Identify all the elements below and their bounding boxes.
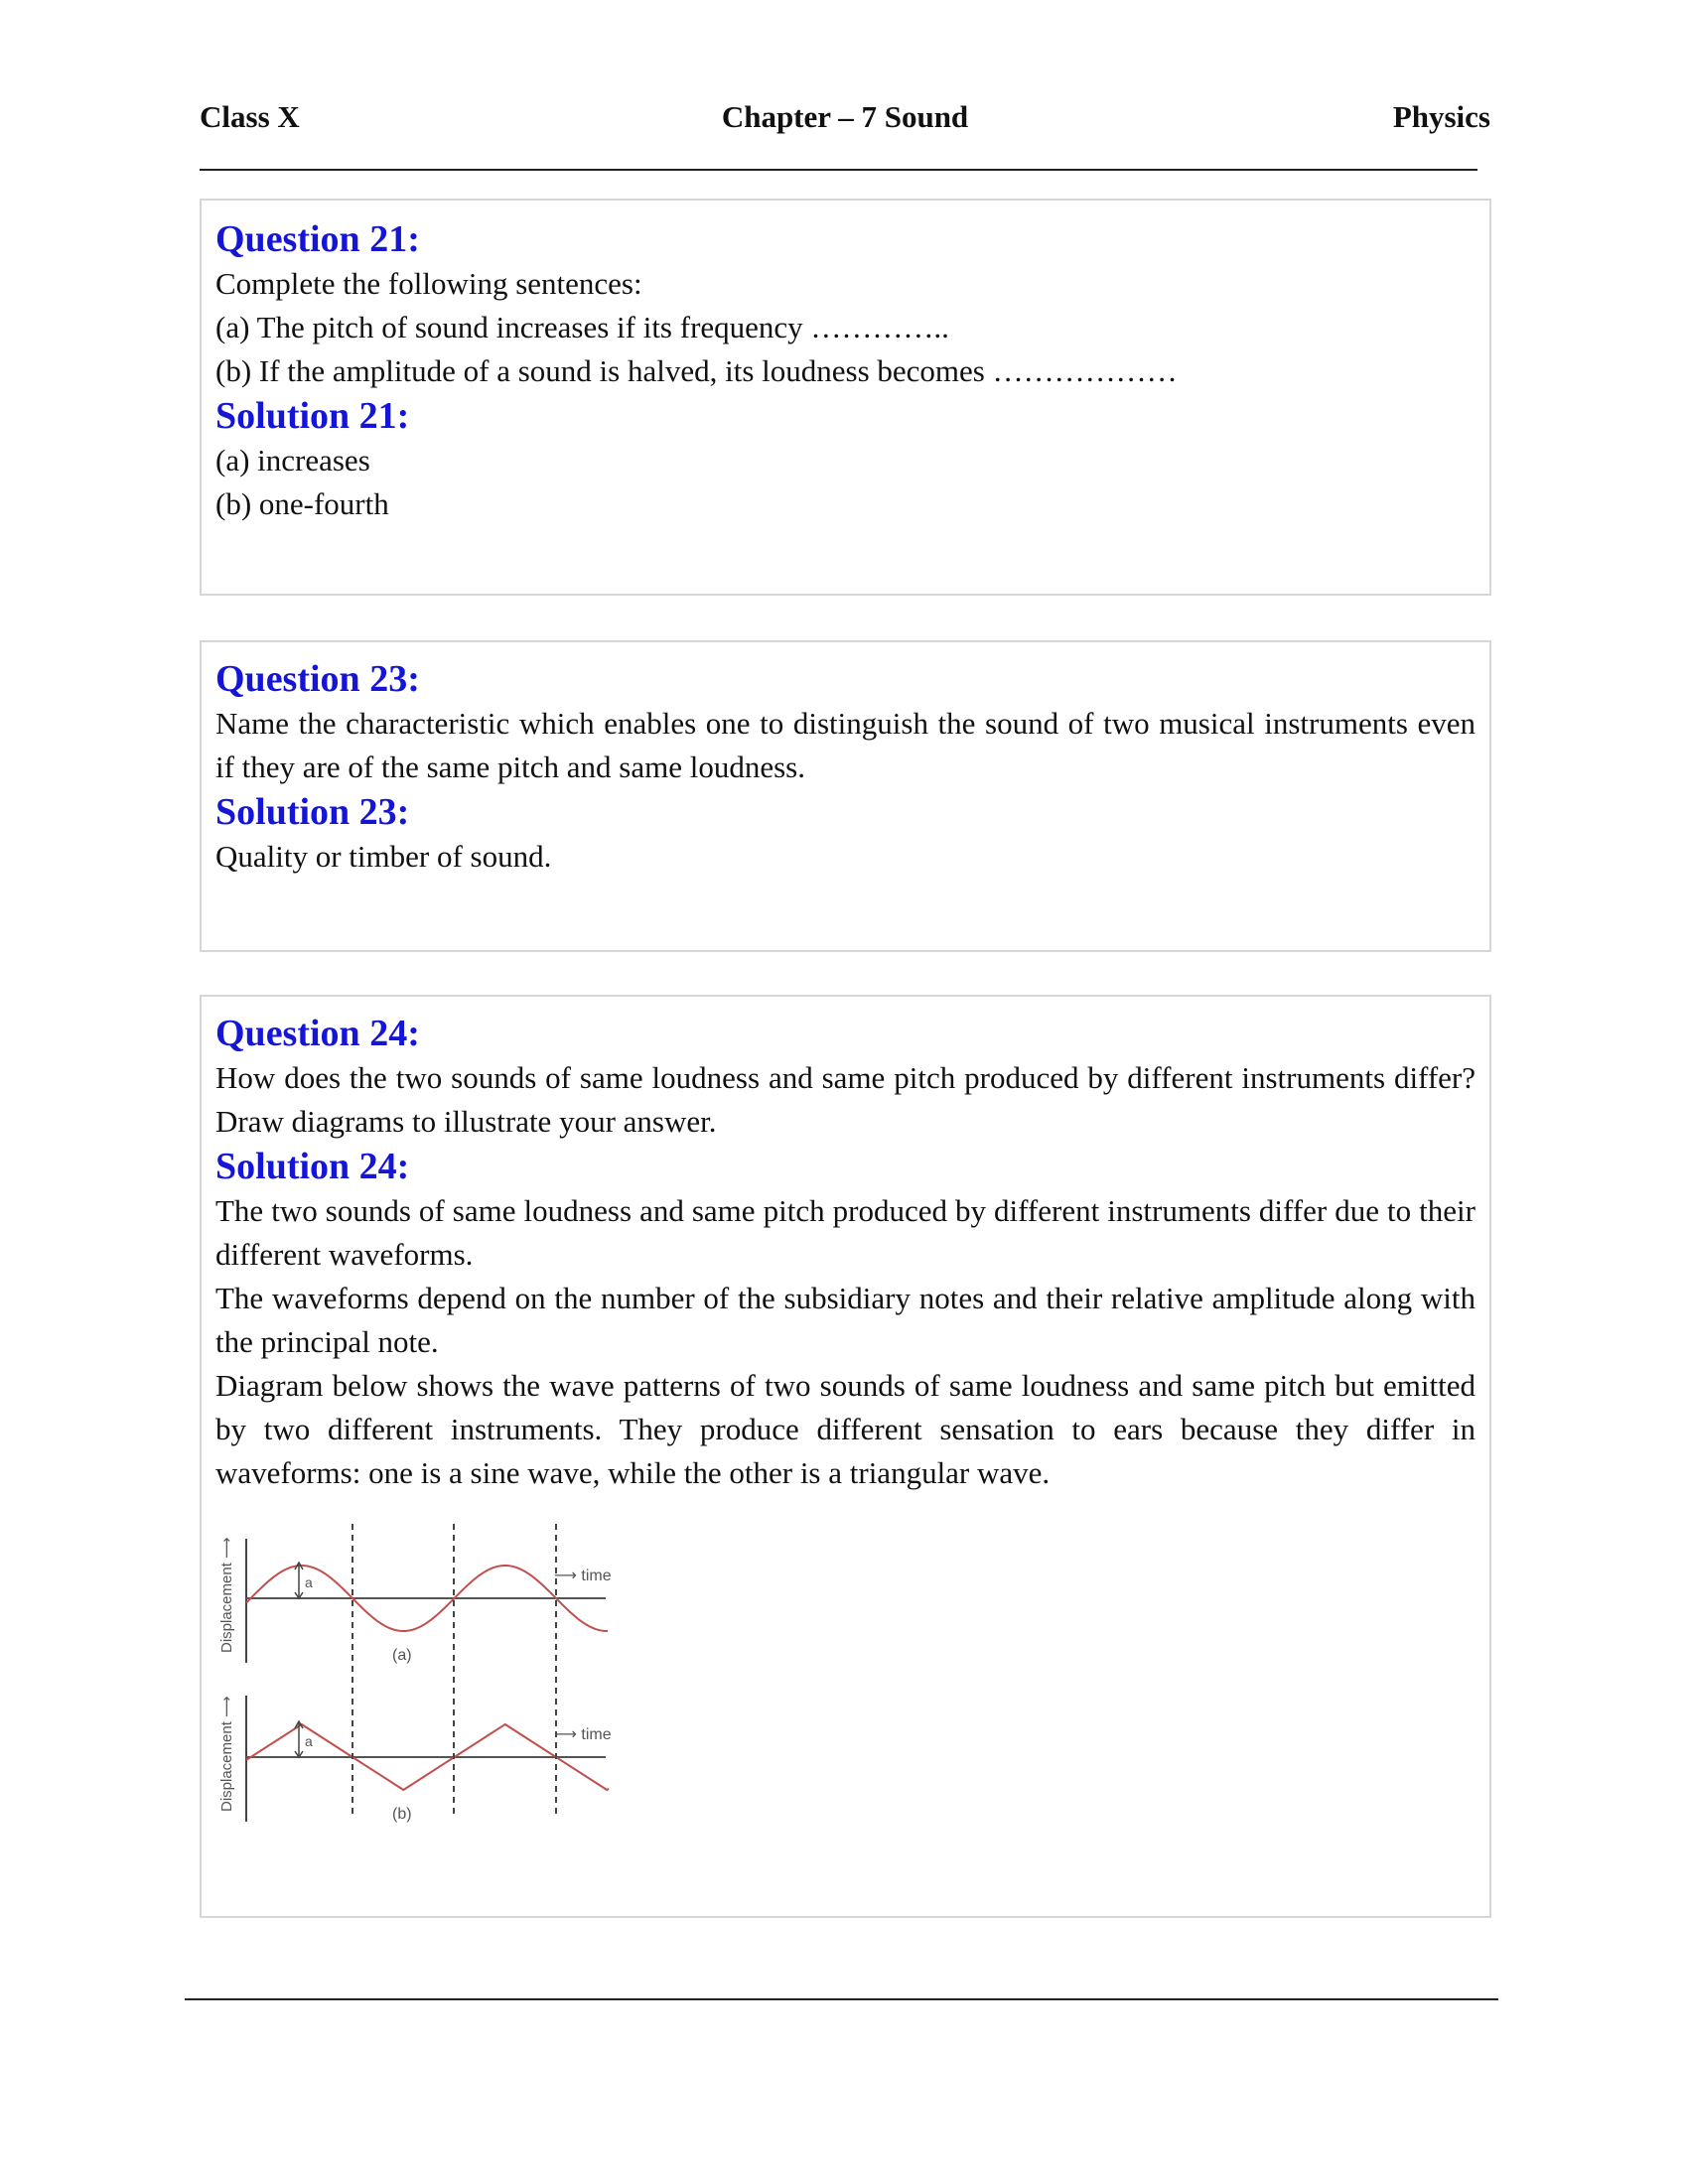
header-divider	[200, 169, 1477, 171]
question-21-card	[200, 199, 1491, 596]
solution-24-paragraph-2: The waveforms depend on the number of the subsidiary notes and their relative amplitude along with the principal note.	[215, 1281, 1476, 1359]
solution-23-text: Quality or timber of sound.	[215, 839, 552, 874]
chapter-title: Chapter – 7 Sound	[721, 99, 969, 134]
panel-b-displacement-label: Displacement ⟶	[218, 1696, 235, 1812]
question-23-title: Question 23:	[215, 658, 420, 700]
panel-a-time-label: ⟶ time	[554, 1568, 612, 1584]
question-24-title: Question 24:	[215, 1013, 420, 1054]
waveform-diagram	[213, 1519, 631, 1837]
panel-b-amplitude-label: a	[305, 1733, 313, 1749]
panel-a-caption: (a)	[392, 1647, 412, 1664]
solution-21-title: Solution 21:	[215, 395, 410, 437]
solution-24-title: Solution 24:	[215, 1146, 410, 1187]
question-21-line-3: (b) If the amplitude of a sound is halved, its loudness becomes ………………	[215, 353, 1178, 388]
solution-23-title: Solution 23:	[215, 791, 410, 833]
page-header	[200, 99, 1490, 139]
panel-a-displacement-label: Displacement ⟶	[218, 1537, 235, 1653]
question-23-card	[200, 640, 1491, 952]
solution-21-line-2: (b) one-fourth	[215, 486, 389, 521]
panel-b	[218, 1696, 612, 1823]
footer-divider	[185, 1998, 1498, 2000]
question-21-line-1: Complete the following sentences:	[215, 266, 642, 301]
question-23-text: Name the characteristic which enables one to distinguish the sound of two musical instruments even if they are of the same pitch and same loudness.	[215, 706, 1476, 784]
solution-21-line-1: (a) increases	[215, 443, 370, 478]
panel-a	[218, 1537, 612, 1664]
question-24-text: How does the two sounds of same loudness and same pitch produced by different instruments differ? Draw diagrams to illustrate your answer.	[215, 1060, 1476, 1139]
class-label: Class X	[200, 99, 300, 134]
panel-a-amplitude-label: a	[305, 1574, 313, 1590]
question-21-line-2: (a) The pitch of sound increases if its frequency …………..	[215, 310, 949, 344]
solution-24-paragraph-1: The two sounds of same loudness and same pitch produced by different instruments differ due to their different waveforms.	[215, 1193, 1476, 1272]
panel-b-time-label: ⟶ time	[554, 1726, 612, 1743]
panel-b-caption: (b)	[392, 1806, 412, 1823]
subject-label: Physics	[1392, 99, 1490, 134]
question-21-title: Question 21:	[215, 218, 420, 260]
solution-24-paragraph-3: Diagram below shows the wave patterns of two sounds of same loudness and same pitch but emitted by two different instruments. They produce different sensation to ears because they differ in waveforms: one is a sine wave, while the other is a triangular wave.	[215, 1368, 1476, 1490]
